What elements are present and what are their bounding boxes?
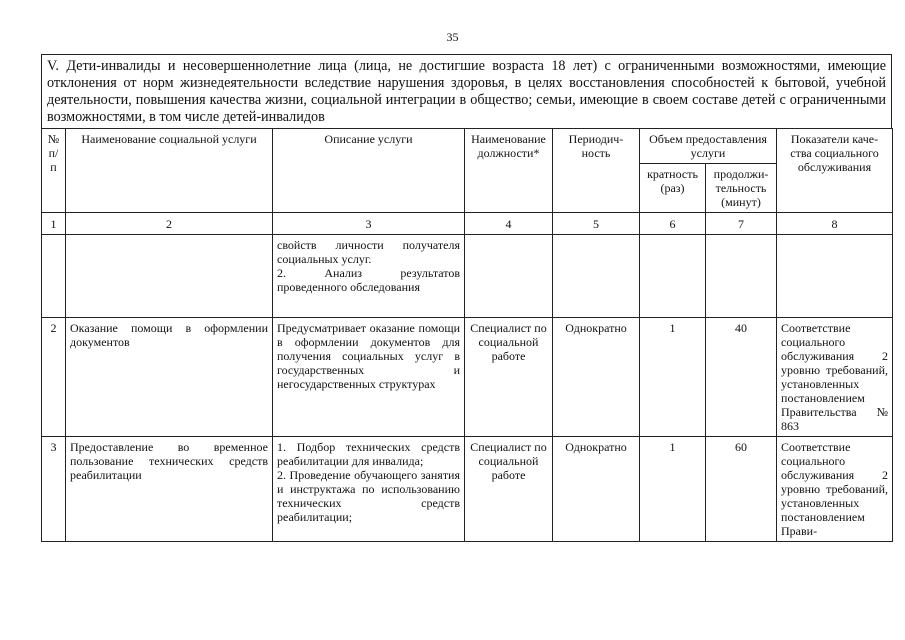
row-number: 3 bbox=[42, 437, 66, 542]
page-number: 35 bbox=[446, 30, 459, 44]
header-duration: продолжи- тельность (минут) bbox=[706, 164, 777, 213]
row-multiplicity: 1 bbox=[640, 318, 706, 437]
row-periodicity: Однократно bbox=[553, 318, 640, 437]
row-duration: 40 bbox=[706, 318, 777, 437]
header-service-name: Наименование социальной услуги bbox=[66, 129, 273, 213]
header-quality: Показатели каче- ства социального обслуживания bbox=[777, 129, 893, 213]
table-row-continuation bbox=[42, 235, 893, 318]
row-service-name: Предоставление во временное пользование технических средств реабилитации bbox=[66, 437, 273, 542]
header-description: Описание услуги bbox=[273, 129, 465, 213]
services-table bbox=[41, 128, 893, 542]
document-body bbox=[41, 54, 892, 542]
row-description: 1. Подбор технических средств реабилитации для инвалида; 2. Проведение обучающего занятия и инструктажа по использованию технических средств реабилитации; bbox=[273, 437, 465, 542]
row-quality: Соответствие социального обслуживания 2 уровню требований, установленных постановлением Прави- bbox=[777, 437, 893, 542]
row-position: Специалист по социальной работе bbox=[465, 437, 553, 542]
column-number: 6 bbox=[640, 213, 706, 235]
table-row bbox=[42, 318, 893, 437]
header-volume: Объем предоставления услуги bbox=[640, 129, 777, 164]
header-periodicity: Периодич- ность bbox=[553, 129, 640, 213]
column-number: 1 bbox=[42, 213, 66, 235]
row-number: 2 bbox=[42, 318, 66, 437]
row-multiplicity: 1 bbox=[640, 437, 706, 542]
header-no: № п/п bbox=[42, 129, 66, 213]
row-quality: Соответствие социального обслуживания 2 уровню требований, установленных постановлением Правительства № 863 bbox=[777, 318, 893, 437]
column-number: 8 bbox=[777, 213, 893, 235]
row-service-name: Оказание помощи в оформлении документов bbox=[66, 318, 273, 437]
header-row bbox=[42, 129, 893, 164]
continuation-description: свойств личности получателя социальных услуг. 2. Анализ результатов проведенного обследования bbox=[273, 235, 465, 318]
row-periodicity: Однократно bbox=[553, 437, 640, 542]
header-multiplicity: кратность (раз) bbox=[640, 164, 706, 213]
column-number: 3 bbox=[273, 213, 465, 235]
table-row bbox=[42, 437, 893, 542]
row-duration: 60 bbox=[706, 437, 777, 542]
row-description: Предусматривает оказание помощи в оформлении документов для получения социальных услуг в государственных и негосударственных структурах bbox=[273, 318, 465, 437]
header-position: Наименование должности* bbox=[465, 129, 553, 213]
column-number: 2 bbox=[66, 213, 273, 235]
column-number: 5 bbox=[553, 213, 640, 235]
row-position: Специалист по социальной работе bbox=[465, 318, 553, 437]
column-number: 7 bbox=[706, 213, 777, 235]
section-heading: V. Дети-инвалиды и несовершеннолетние лица (лица, не достигшие возраста 18 лет) с ограниченными возможностями, имеющие отклонения от норм жизнедеятельности вследствие нарушения здоровья, в целях восстановления способностей к бытовой, учебной деятельности, повышения качества жизни, социальной интеграции в общество; семьи, имеющие в своем составе детей с ограниченными возможностями, в том числе детей-инвалидов bbox=[41, 54, 892, 128]
column-numbers-row bbox=[42, 213, 893, 235]
column-number: 4 bbox=[465, 213, 553, 235]
